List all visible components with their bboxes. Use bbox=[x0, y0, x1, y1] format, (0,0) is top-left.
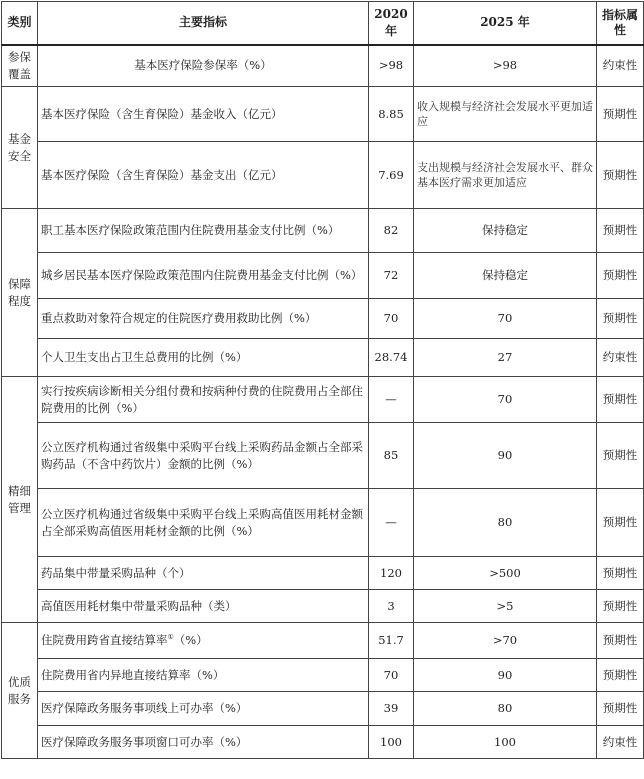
category-cell: 精细管理 bbox=[2, 377, 38, 623]
indicator-name: 职工基本医疗保险政策范围内住院费用基金支付比例（%） bbox=[38, 209, 369, 253]
table-row bbox=[2, 590, 644, 623]
attribute-value: 预期性 bbox=[597, 489, 644, 557]
indicator-name: 医疗保障政务服务事项线上可办率（%） bbox=[38, 692, 369, 726]
indicator-name: 高值医用耗材集中带量采购品种（类） bbox=[38, 590, 369, 623]
table-row bbox=[2, 659, 644, 692]
attribute-value: 预期性 bbox=[597, 209, 644, 253]
value-2020: 120 bbox=[369, 557, 414, 590]
table-row bbox=[2, 623, 644, 659]
attribute-value: 预期性 bbox=[597, 692, 644, 726]
attribute-value: 预期性 bbox=[597, 623, 644, 659]
attribute-value: 预期性 bbox=[597, 590, 644, 623]
value-2020: 39 bbox=[369, 692, 414, 726]
value-2020: 72 bbox=[369, 253, 414, 299]
value-2020: 82 bbox=[369, 209, 414, 253]
table-row bbox=[2, 692, 644, 726]
value-2020: 51.7 bbox=[369, 623, 414, 659]
indicator-table bbox=[1, 1, 644, 759]
attribute-value: 预期性 bbox=[597, 142, 644, 209]
indicator-name: 实行按疾病诊断相关分组付费和按病种付费的住院费用占全部住院费用的比例（%） bbox=[38, 377, 369, 423]
attribute-value: 预期性 bbox=[597, 299, 644, 339]
value-2025: 80 bbox=[414, 489, 597, 557]
value-2020: 3 bbox=[369, 590, 414, 623]
indicator-name: 基本医疗保险参保率（%） bbox=[38, 45, 369, 87]
indicator-name: 城乡居民基本医疗保险政策范围内住院费用基金支付比例（%） bbox=[38, 253, 369, 299]
indicator-name: 基本医疗保险（含生育保险）基金收入（亿元） bbox=[38, 87, 369, 142]
indicator-name: 基本医疗保险（含生育保险）基金支出（亿元） bbox=[38, 142, 369, 209]
indicator-name: 公立医疗机构通过省级集中采购平台线上采购药品金额占全部采购药品（不含中药饮片）金额的比例（%） bbox=[38, 423, 369, 489]
table-row bbox=[2, 87, 644, 142]
value-2025: 80 bbox=[414, 692, 597, 726]
category-cell: 基金安全 bbox=[2, 87, 38, 209]
footnote-marker: ① bbox=[167, 633, 174, 642]
table-row bbox=[2, 423, 644, 489]
attribute-value: 预期性 bbox=[597, 423, 644, 489]
header-2020: 2020 年 bbox=[369, 2, 414, 45]
table-row bbox=[2, 253, 644, 299]
value-2025: 收入规模与经济社会发展水平更加适应 bbox=[414, 87, 597, 142]
value-2020: 70 bbox=[369, 299, 414, 339]
value-2025: 支出规模与经济社会发展水平、群众基本医疗需求更加适应 bbox=[414, 142, 597, 209]
table-row bbox=[2, 726, 644, 759]
value-2020: — bbox=[369, 377, 414, 423]
category-cell: 保障程度 bbox=[2, 209, 38, 377]
value-2020: 70 bbox=[369, 659, 414, 692]
attribute-value: 预期性 bbox=[597, 557, 644, 590]
header-2025: 2025 年 bbox=[414, 2, 597, 45]
value-2025: 70 bbox=[414, 377, 597, 423]
attribute-value: 预期性 bbox=[597, 253, 644, 299]
value-2025: >5 bbox=[414, 590, 597, 623]
indicator-name: 公立医疗机构通过省级集中采购平台线上采购高值医用耗材金额占全部采购高值医用耗材金额的比例（%） bbox=[38, 489, 369, 557]
table-row bbox=[2, 142, 644, 209]
header-category: 类别 bbox=[2, 2, 38, 45]
table-row bbox=[2, 489, 644, 557]
header-indicator: 主要指标 bbox=[38, 2, 369, 45]
attribute-value: 约束性 bbox=[597, 45, 644, 87]
category-cell: 优质服务 bbox=[2, 623, 38, 759]
value-2025: 100 bbox=[414, 726, 597, 759]
attribute-value: 预期性 bbox=[597, 377, 644, 423]
indicator-name: 医疗保障政务服务事项窗口可办率（%） bbox=[38, 726, 369, 759]
indicator-name: 个人卫生支出占卫生总费用的比例（%） bbox=[38, 339, 369, 377]
table-row bbox=[2, 45, 644, 87]
value-2025: 90 bbox=[414, 423, 597, 489]
attribute-value: 约束性 bbox=[597, 726, 644, 759]
table-row bbox=[2, 557, 644, 590]
value-2025: 保持稳定 bbox=[414, 209, 597, 253]
table-row bbox=[2, 299, 644, 339]
indicator-name: 住院费用省内异地直接结算率（%） bbox=[38, 659, 369, 692]
indicator-name: 住院费用跨省直接结算率①（%） bbox=[38, 623, 369, 659]
attribute-value: 约束性 bbox=[597, 339, 644, 377]
value-2020: 100 bbox=[369, 726, 414, 759]
value-2020: 7.69 bbox=[369, 142, 414, 209]
header-row bbox=[2, 2, 644, 45]
table-row bbox=[2, 339, 644, 377]
value-2020: 8.85 bbox=[369, 87, 414, 142]
category-cell: 参保覆盖 bbox=[2, 45, 38, 87]
value-2025: >98 bbox=[414, 45, 597, 87]
value-2025: >500 bbox=[414, 557, 597, 590]
attribute-value: 预期性 bbox=[597, 87, 644, 142]
value-2025: 90 bbox=[414, 659, 597, 692]
value-2020: >98 bbox=[369, 45, 414, 87]
header-attribute: 指标属性 bbox=[597, 2, 644, 45]
value-2020: 85 bbox=[369, 423, 414, 489]
value-2020: 28.74 bbox=[369, 339, 414, 377]
table-row bbox=[2, 209, 644, 253]
value-2025: 27 bbox=[414, 339, 597, 377]
indicator-name: 重点救助对象符合规定的住院医疗费用救助比例（%） bbox=[38, 299, 369, 339]
indicator-name: 药品集中带量采购品种（个） bbox=[38, 557, 369, 590]
value-2020: — bbox=[369, 489, 414, 557]
value-2025: 保持稳定 bbox=[414, 253, 597, 299]
value-2025: 70 bbox=[414, 299, 597, 339]
attribute-value: 预期性 bbox=[597, 659, 644, 692]
value-2025: >70 bbox=[414, 623, 597, 659]
table-row bbox=[2, 377, 644, 423]
